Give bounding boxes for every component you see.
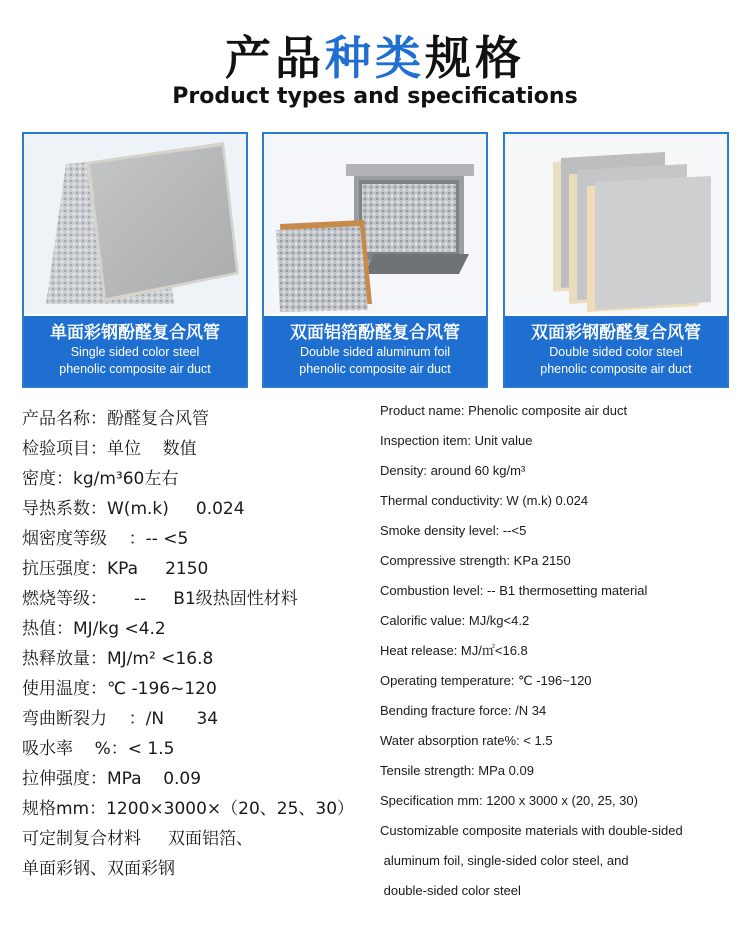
spec-cn-row: 检验项目：单位 数值 — [22, 439, 197, 459]
spec-en-row: Smoke density level: --<5 — [380, 523, 527, 538]
page-subtitle: Product types and specifications — [172, 84, 578, 109]
spec-en-row: Tensile strength: MPa 0.09 — [380, 763, 534, 778]
spec-cn-row: 热值：MJ/kg <4.2 — [22, 619, 166, 639]
spec-en-row: Specification mm: 1200 x 3000 x (20, 25, 30) — [380, 793, 638, 808]
product-card-double-aluminum-foil — [262, 132, 488, 388]
product-name-cn: 单面彩钢酚醛复合风管 — [50, 323, 220, 343]
spec-en-row: Thermal conductivity: W (m.k) 0.024 — [380, 493, 589, 508]
product-name-en-line2: phenolic composite air duct — [59, 362, 211, 376]
spec-cn-row: 密度：kg/m³60左右 — [22, 469, 179, 489]
spec-en-row: Density: around 60 kg/m³ — [380, 463, 526, 478]
product-caption — [264, 316, 486, 386]
spec-cn-row: 抗压强度：KPa 2150 — [22, 559, 209, 579]
spec-cn-row: 产品名称：酚醛复合风管 — [22, 409, 209, 429]
spec-en-row: Customizable composite materials with double-sided — [380, 823, 683, 838]
spec-en-row: Combustion level: -- B1 thermosetting material — [380, 583, 648, 598]
spec-en-row: Product name: Phenolic composite air duct — [380, 403, 628, 418]
product-image-double-aluminum-foil — [264, 134, 486, 314]
spec-cn-row: 热释放量：MJ/m² <16.8 — [22, 649, 214, 669]
product-name-en-line1: Double sided color steel — [549, 345, 683, 359]
spec-cn-row: 吸水率 %：< 1.5 — [22, 739, 175, 759]
title-highlight: 种类 — [325, 31, 425, 85]
spec-cn-row: 弯曲断裂力 ：/N 34 — [22, 709, 219, 729]
spec-cn-row: 使用温度：℃ -196~120 — [22, 679, 217, 699]
product-name-cn: 双面铝箔酚醛复合风管 — [290, 323, 460, 343]
title-part1: 产品 — [225, 31, 325, 85]
spec-cn-row: 烟密度等级 ：-- <5 — [22, 529, 189, 549]
spec-en-row: double-sided color steel — [380, 883, 521, 898]
spec-en-row: Calorific value: MJ/kg<4.2 — [380, 613, 530, 628]
spec-en-row: Compressive strength: KPa 2150 — [380, 553, 571, 568]
spec-list-en — [380, 396, 683, 906]
spec-en-row: Water absorption rate%: < 1.5 — [380, 733, 553, 748]
spec-en-row: Bending fracture force: /N 34 — [380, 703, 547, 718]
product-caption — [24, 316, 246, 386]
spec-cn-row: 可定制复合材料 双面铝箔、 — [22, 829, 254, 849]
spec-en-row: Inspection item: Unit value — [380, 433, 533, 448]
product-image-single-color-steel — [24, 134, 246, 314]
spec-en-row: Heat release: MJ/㎡<16.8 — [380, 643, 528, 658]
product-name-en-line1: Single sided color steel — [70, 345, 200, 359]
spec-cn-row: 单面彩钢、双面彩钢 — [22, 859, 175, 879]
spec-en-row: Operating temperature: ℃ -196~120 — [380, 673, 592, 688]
product-name-en-line2: phenolic composite air duct — [299, 362, 451, 376]
product-caption — [505, 316, 727, 386]
spec-en-row: aluminum foil, single-sided color steel, and — [380, 853, 629, 868]
page-title — [0, 22, 750, 88]
product-card-double-color-steel — [503, 132, 729, 388]
spec-list-cn — [22, 404, 354, 884]
spec-cn-row: 导热系数：W(m.k) 0.024 — [22, 499, 245, 519]
spec-cn-row: 规格mm：1200×3000×（20、25、30） — [22, 799, 355, 819]
product-image-double-color-steel — [505, 134, 727, 314]
product-name-en-line2: phenolic composite air duct — [540, 362, 692, 376]
product-name-en-line1: Double sided aluminum foil — [299, 345, 451, 359]
title-part2: 规格 — [425, 31, 525, 85]
spec-cn-row: 拉伸强度：MPa 0.09 — [22, 769, 202, 789]
product-card-single-color-steel — [22, 132, 248, 388]
product-name-cn: 双面彩钢酚醛复合风管 — [531, 323, 701, 343]
spec-cn-row: 燃烧等级： -- B1级热固性材料 — [22, 589, 298, 609]
